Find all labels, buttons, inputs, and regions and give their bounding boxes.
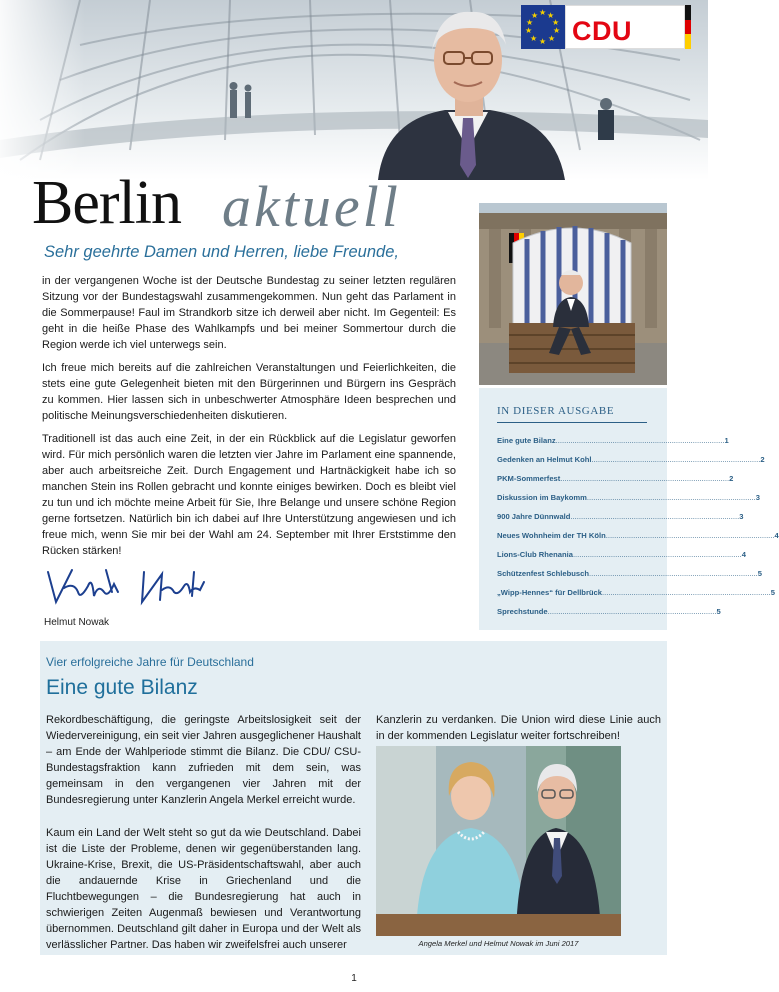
toc-item-label: Neues Wohnheim der TH Köln	[497, 531, 606, 540]
masthead-berlin: Berlin	[32, 169, 181, 237]
signer-name: Helmut Nowak	[44, 617, 110, 628]
article-col1-paragraph-1: Rekordbeschäftigung, die geringste Arbeitslosigkeit seit der Wiedervereinigung, ein seit vier Jahren ausgeglichener Haushalt – am Ende der Wahlperiode stimmt die Bilanz. Die CDU/ CSU-Bundestagsfraktion kann zufrieden mit dem sein, was gemeinsam in den vergangenen vier Jahren mit der Bundesregierung unter Kanzlerin Angela Merkel erreicht wurde.	[46, 714, 361, 806]
toc-item-leader: ................................................................................	[589, 569, 758, 578]
toc-item	[497, 493, 760, 502]
eu-flag-icon: ★ ★ ★ ★ ★ ★ ★ ★ ★ ★	[521, 5, 565, 49]
salutation: Sehr geehrte Damen und Herren, liebe Freunde,	[44, 243, 399, 261]
toc-item-leader: ................................................................................	[591, 455, 761, 464]
toc-item	[497, 569, 763, 578]
toc-item	[497, 474, 734, 483]
toc-item-label: PKM-Sommerfest	[497, 474, 561, 483]
toc-item-page: 1	[724, 436, 729, 445]
toc-item-page: 5	[716, 607, 721, 616]
article-kicker: Vier erfolgreiche Jahre für Deutschland	[46, 655, 254, 669]
table-of-contents	[479, 388, 779, 630]
toc-item	[497, 455, 765, 464]
toc-item-leader: ................................................................................	[560, 474, 730, 483]
toc-item-page: 4	[741, 550, 746, 559]
article-col2-paragraph-1: Kanzlerin zu verdanken. Die Union wird diese Linie auch in der kommenden Legislatur weiter fortschreiben!	[376, 714, 661, 742]
german-flag-icon	[685, 5, 691, 49]
toc-item-leader: ................................................................................	[586, 493, 756, 502]
masthead-aktuell: aktuell	[222, 174, 401, 239]
toc-item-label: Gedenken an Helmut Kohl	[497, 455, 592, 464]
page-number: 1	[351, 973, 357, 984]
toc-item-page: 3	[739, 512, 744, 521]
toc-item-label: „Wipp-Hennes“ für Dellbrück	[497, 588, 602, 597]
letter-paragraph-1: in der vergangenen Woche ist der Deutsche Bundestag zu seiner letzten regulären Sitzung vor der Bundestagswahl zusammengekommen. Nun geht das Parlament in die Sommerpause! Faul im Strandkorb sitze ich derweil aber nicht. Im Gegenteil: Es geht in die heiße Phase des Wahlkampfs und bei meiner Sommertour durch die Region werde ich viel unterwegs sein.	[42, 275, 456, 351]
toc-item	[497, 512, 744, 521]
merkel-nowak-photo	[376, 746, 621, 936]
toc-item-page: 5	[757, 569, 763, 578]
cdu-logo	[521, 5, 685, 49]
toc-item	[497, 436, 729, 445]
toc-item-page: 2	[729, 474, 734, 483]
toc-item-leader: ................................................................................	[602, 588, 771, 597]
toc-item-label: 900 Jahre Dünnwald	[497, 512, 571, 521]
toc-item-label: Schützenfest Schlebusch	[497, 569, 589, 578]
toc-item-page: 3	[755, 493, 760, 502]
cdu-box	[565, 5, 685, 49]
toc-item	[497, 588, 776, 597]
article-headline: Eine gute Bilanz	[46, 676, 198, 699]
toc-item-leader: ................................................................................	[547, 607, 717, 616]
article-col1-paragraph-2: Kaum ein Land der Welt steht so gut da wie Deutschland. Dabei ist die Liste der Probleme, denen wir gegenüberstanden lang. Ukraine-Krise, Brexit, die US-Präsidentschaftswahl, aber auch die andauernde Krise in Griechenland und die Fluchtbewegungen – die Bundesregierung hat auch in schwierigen Zeiten Augenmaß bewiesen und Verantwortung übernommen. Deutschland gilt daher in Europa und der Welt als verlässlicher Partner. Das haben wir zweifelsfrei auch unserer	[46, 827, 361, 951]
toc-item	[497, 531, 779, 540]
photo-caption: Angela Merkel und Helmut Nowak im Juni 2017	[418, 939, 579, 948]
toc-item-page: 5	[770, 588, 776, 597]
toc-item-label: Eine gute Bilanz	[497, 436, 556, 445]
toc-item-leader: ................................................................................	[605, 531, 775, 540]
handwritten-signature	[44, 562, 224, 612]
toc-item-label: Sprechstunde	[497, 607, 548, 616]
toc-divider	[497, 422, 647, 423]
toc-item	[497, 607, 721, 616]
letter-paragraph-3: Traditionell ist das auch eine Zeit, in der ein Rückblick auf die Legislatur geworfen wird. Für mich persönlich waren die letzten vier Jahre im Parlament eine spannende, aber auch arbeitsreiche Zeit. Durch Engagement und Hartnäckigkeit habe ich so manchen Stein ins Rollen gebracht und konnte einiges bewirken. Doch es bleibt viel zu tun und ich möchte meine Arbeit für Sie, Ihre Belange und unsere schöne Region gerne fortsetzen. Natürlich bin ich dabei auf Ihre Unterstützung angewiesen und ich freue mich, wenn Sie mir bei der Wahl am 24. September mit Ihrer Erststimme den Rücken stärken!	[42, 433, 456, 557]
toc-item-page: 2	[760, 455, 765, 464]
toc-item	[497, 550, 746, 559]
toc-item-leader: ................................................................................	[570, 512, 740, 521]
toc-item-label: Lions-Club Rhenania	[497, 550, 573, 559]
toc-item-leader: ................................................................................	[555, 436, 725, 445]
toc-title: IN DIESER AUSGABE	[497, 405, 615, 417]
cdu-wordmark: CDU	[572, 16, 632, 46]
toc-item-label: Diskussion im Baykomm	[497, 493, 587, 502]
strandkorb-photo	[479, 203, 667, 385]
letter-paragraph-2: Ich freue mich bereits auf die zahlreichen Veranstaltungen und Feierlichkeiten, die stets eine gute Gelegenheit bieten mit den Bürgerinnen und Bürgern ins Gespräch zu kommen. Hier lassen sich in unbeschwerter Atmosphäre Ideen besprechen und politische Meinungsverschiedenheiten diskutieren.	[42, 362, 456, 422]
toc-item-leader: ................................................................................	[572, 550, 742, 559]
toc-item-page: 4	[774, 531, 779, 540]
